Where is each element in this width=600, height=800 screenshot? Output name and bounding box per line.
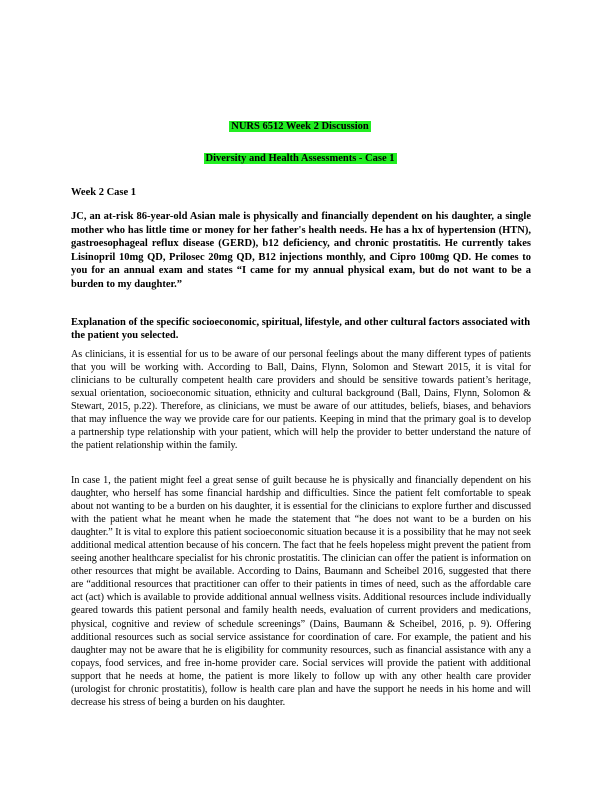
case-description: JC, an at-risk 86-year-old Asian male is physically and financially dependent on his daughter, a single mother who has little time or money for her father's health needs. He has a hx of hypertension (HTN), gastroesophageal reflux disease (GERD), b12 deficiency, and chronic prostatitis. He currently takes Lisinopril 10mg QD, Prilosec 20mg QD, B12 injections monthly, and Cipro 100mg QD. He comes to you for an annual exam and states “I came for my annual physical exam, but do not want to be a burden to my daughter.” — [71, 211, 531, 290]
document-title-line — [0, 120, 600, 133]
body-paragraph-1: As clinicians, it is essential for us to be aware of our personal feelings about the many different types of patients that you will be working with. According to Ball, Dains, Flynn, Solomon and Stewart 2015, it is vital for clinicians to be culturally competent health care providers and should be sensitive towards patient’s heritage, sexual orientation, socioeconomic situation, ethnicity and cultural background (Ball, Dains, Flynn, Solomon & Stewart, 2015, p.22). Therefore, as clinicians, we must be aware of our attitudes, beliefs, biases, and behaviors that may influence the way we provide care for our patients. Keeping in mind that the primary goal is to develop a partnership type relationship with your patient, which will help the provider to better understand the nature of the patient relationship within the family. — [71, 349, 531, 452]
section-heading: Explanation of the specific socioeconomic, spiritual, lifestyle, and other cultural factors associated with the patient you selected. — [71, 317, 531, 342]
document-subtitle-line — [0, 152, 600, 165]
document-title: NURS 6512 Week 2 Discussion — [231, 121, 369, 132]
case-title: Week 2 Case 1 — [71, 187, 137, 198]
body-paragraph-2: In case 1, the patient might feel a great sense of guilt because he is physically and financially dependent on his daughter, who herself has some financial hardship and difficulties. Since the patient felt comfortable to speak about not wanting to be a burden on his daughter, it is essential for the clinicians to explore further and discussed with the patient what he meant when he made the statement that “he does not want to be a burden on his daughter.” It is vital to explore this patient socioeconomic situation because it is a possibility that he may not seek additional medical attention because of his concern. The fact that he feels hopeless might prevent the patient from seeing another healthcare specialist for his chronic prostatitis. The clinician can offer the patient is information on other resources that might be available. According to Dains, Baumann and Scheibel 2016, suggested that there are “additional resources that practitioner can offer to their patients in times of need, such as the affordable care act (act) which is available to provide additional annual wellness visits. Additional resources include individually geared towards this patient personal and family health needs, evaluation of current providers and medications, physical, cognitive and review of schedule screenings” (Dains, Baumann & Scheibel, 2016, p. 9). Offering additional resources such as social service assistance for coordination of care. For example, the patient and his daughter may not be aware that he is eligibility for community resources, such as financial assistance with any a copays, food services, and free in-home provider care. Social services will provide the patient with additional support that he needs at home, the patient is more likely to follow up with any other health care provider (urologist for chronic prostatitis), follow is health care plan and have the support he needs in his home and will decrease his stress of being a burden on his daughter. — [71, 475, 531, 708]
document-subtitle: Diversity and Health Assessments - Case 1 — [205, 153, 395, 164]
